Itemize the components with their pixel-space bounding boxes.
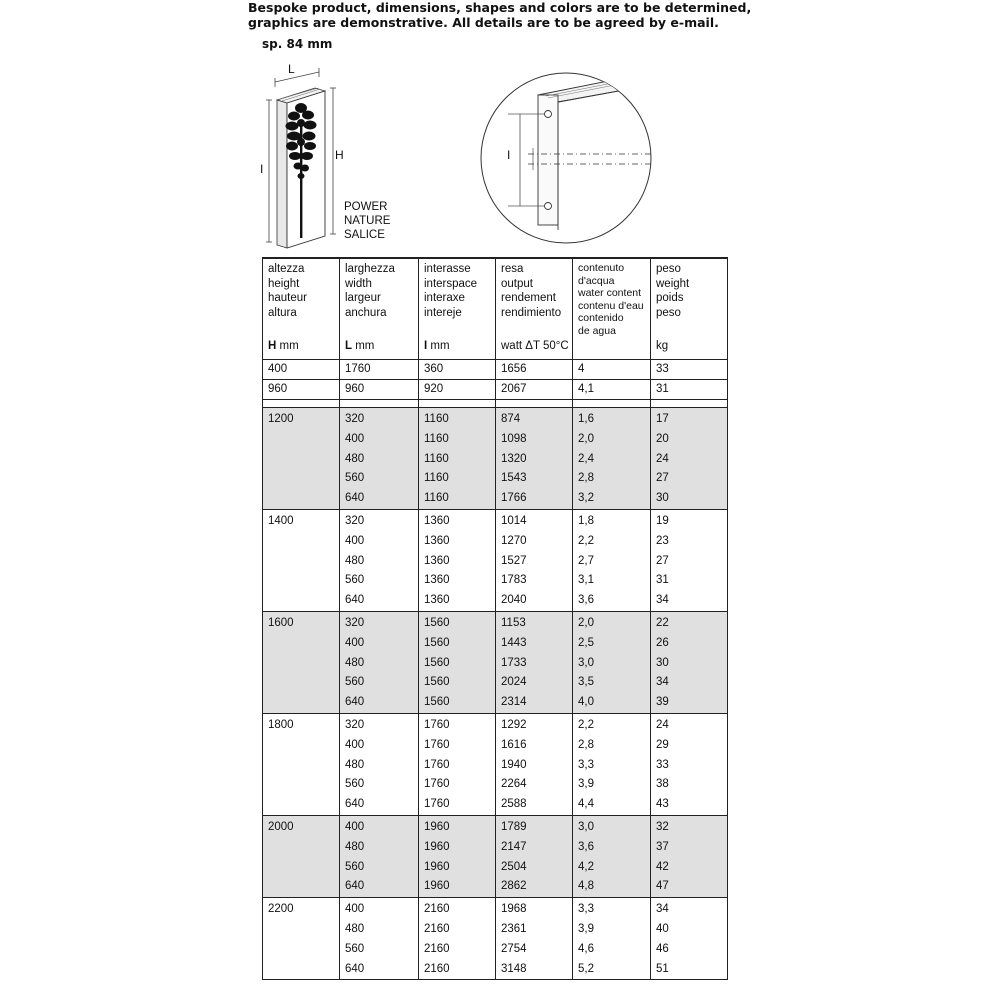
value: 51 bbox=[656, 962, 669, 975]
value: 37 bbox=[656, 840, 669, 853]
value: 1292 bbox=[501, 718, 527, 731]
value: 4,4 bbox=[578, 798, 594, 811]
value: 1560 bbox=[424, 636, 450, 649]
header-line: resa bbox=[501, 263, 524, 275]
value: 1270 bbox=[501, 534, 527, 547]
table-cell: 31 bbox=[651, 380, 728, 400]
value: 1153 bbox=[501, 616, 526, 629]
value: 1360 bbox=[424, 594, 450, 607]
height-cell: 1800 bbox=[263, 713, 340, 815]
column-header bbox=[651, 258, 728, 360]
value: 2862 bbox=[501, 880, 527, 893]
header-line: d'acqua bbox=[578, 274, 615, 287]
value: 1616 bbox=[501, 738, 527, 751]
value: 2504 bbox=[501, 860, 527, 873]
value: 38 bbox=[656, 778, 669, 791]
column-header bbox=[263, 258, 340, 360]
value: 640 bbox=[345, 798, 365, 811]
group-cell-interspace bbox=[419, 713, 496, 815]
height-cell: 1600 bbox=[263, 611, 340, 713]
height-group-row bbox=[263, 815, 728, 897]
group-cell-weight bbox=[651, 509, 728, 611]
value: 400 bbox=[345, 432, 365, 445]
value: 480 bbox=[345, 758, 365, 771]
value: 3,5 bbox=[578, 676, 594, 689]
value: 23 bbox=[656, 534, 669, 547]
value: 3,0 bbox=[578, 820, 594, 833]
header-line: de agua bbox=[578, 324, 616, 337]
value: 47 bbox=[656, 880, 669, 893]
group-cell-widths bbox=[340, 509, 419, 611]
value: 400 bbox=[345, 903, 365, 916]
height-group-row bbox=[263, 509, 728, 611]
header-line: peso bbox=[656, 306, 681, 319]
value: 1760 bbox=[424, 778, 450, 791]
group-cell-widths bbox=[340, 611, 419, 713]
table-cell: 33 bbox=[651, 360, 728, 380]
header-line: altura bbox=[268, 306, 297, 319]
value: 2,4 bbox=[578, 452, 594, 465]
dim-L-label: L bbox=[288, 62, 295, 76]
value: 1760 bbox=[424, 758, 450, 771]
table-row bbox=[263, 360, 728, 380]
group-cell-water bbox=[573, 509, 651, 611]
value: 480 bbox=[345, 840, 365, 853]
value: 1360 bbox=[424, 514, 450, 527]
table-cell: 4 bbox=[573, 360, 651, 380]
value: 2,0 bbox=[578, 616, 594, 629]
value: 3,0 bbox=[578, 656, 594, 669]
group-cell-water bbox=[573, 898, 651, 980]
group-cell-widths bbox=[340, 815, 419, 897]
table-row bbox=[263, 380, 728, 400]
value: 2160 bbox=[424, 942, 450, 955]
value: 1968 bbox=[501, 903, 527, 916]
value: 874 bbox=[501, 413, 521, 425]
value: 3,6 bbox=[578, 840, 594, 853]
value: 1560 bbox=[424, 616, 450, 629]
header-unit: I mm bbox=[424, 340, 450, 353]
value: 3,9 bbox=[578, 778, 594, 791]
value: 320 bbox=[345, 413, 365, 425]
value: 2,2 bbox=[578, 534, 594, 547]
value: 320 bbox=[345, 616, 365, 629]
value: 3,6 bbox=[578, 594, 594, 607]
group-cell-water bbox=[573, 713, 651, 815]
value: 2147 bbox=[501, 840, 527, 853]
value: 560 bbox=[345, 778, 365, 791]
value: 34 bbox=[656, 903, 669, 916]
value: 4,2 bbox=[578, 860, 594, 873]
header-line: width bbox=[345, 277, 372, 290]
value: 34 bbox=[656, 594, 669, 607]
header-line: weight bbox=[656, 277, 690, 290]
value: 400 bbox=[345, 820, 365, 833]
value: 24 bbox=[656, 718, 669, 731]
header-line: contenu d'eau bbox=[578, 299, 644, 312]
dim-H-label: H bbox=[335, 148, 344, 162]
group-cell-weight bbox=[651, 611, 728, 713]
table-cell: 1760 bbox=[340, 360, 419, 380]
value: 1320 bbox=[501, 452, 527, 465]
header-line: height bbox=[268, 277, 300, 290]
value: 1766 bbox=[501, 492, 527, 505]
group-cell-weight bbox=[651, 898, 728, 980]
value: 640 bbox=[345, 962, 365, 975]
value: 43 bbox=[656, 798, 669, 811]
value: 1760 bbox=[424, 798, 450, 811]
value: 400 bbox=[345, 636, 365, 649]
table-cell: 400 bbox=[263, 360, 340, 380]
group-cell-weight bbox=[651, 815, 728, 897]
value: 1360 bbox=[424, 534, 450, 547]
value: 31 bbox=[656, 574, 669, 587]
header-unit: kg bbox=[656, 340, 669, 353]
value: 1560 bbox=[424, 676, 450, 689]
value: 1160 bbox=[424, 472, 449, 485]
value: 2,8 bbox=[578, 472, 594, 485]
header-line: poids bbox=[656, 292, 684, 305]
value: 1160 bbox=[424, 452, 449, 465]
value: 30 bbox=[656, 656, 669, 669]
value: 640 bbox=[345, 696, 365, 709]
value: 1160 bbox=[424, 413, 449, 425]
header-unit: watt ΔT 50°C bbox=[501, 340, 569, 353]
value: 27 bbox=[656, 472, 669, 485]
value: 320 bbox=[345, 718, 365, 731]
value: 1160 bbox=[424, 432, 449, 445]
value: 400 bbox=[345, 738, 365, 751]
value: 560 bbox=[345, 472, 365, 485]
value: 2160 bbox=[424, 922, 450, 935]
column-header bbox=[340, 258, 419, 360]
group-cell-interspace bbox=[419, 815, 496, 897]
value: 42 bbox=[656, 860, 669, 873]
table-cell: 4,1 bbox=[573, 380, 651, 400]
value: 24 bbox=[656, 452, 669, 465]
value: 34 bbox=[656, 676, 669, 689]
value: 560 bbox=[345, 676, 365, 689]
header-unit: H mm bbox=[268, 340, 299, 353]
value: 3,3 bbox=[578, 903, 594, 916]
header-line: output bbox=[501, 277, 533, 290]
value: 1527 bbox=[501, 554, 527, 567]
header-line: rendement bbox=[501, 292, 556, 305]
height-cell: 2000 bbox=[263, 815, 340, 897]
value: 1360 bbox=[424, 554, 450, 567]
value: 480 bbox=[345, 452, 365, 465]
header-line: interspace bbox=[424, 277, 478, 290]
height-cell: 1200 bbox=[263, 408, 340, 510]
value: 480 bbox=[345, 922, 365, 935]
value: 26 bbox=[656, 636, 669, 649]
value: 2,7 bbox=[578, 554, 594, 567]
value: 1960 bbox=[424, 880, 450, 893]
group-cell-output bbox=[496, 408, 573, 510]
value: 1789 bbox=[501, 820, 527, 833]
value: 20 bbox=[656, 432, 669, 445]
group-cell-output bbox=[496, 509, 573, 611]
value: 2,2 bbox=[578, 718, 594, 731]
value: 640 bbox=[345, 492, 365, 505]
value: 560 bbox=[345, 860, 365, 873]
value: 1760 bbox=[424, 738, 450, 751]
value: 40 bbox=[656, 922, 669, 935]
value: 1960 bbox=[424, 860, 450, 873]
value: 32 bbox=[656, 820, 669, 833]
value: 1733 bbox=[501, 656, 527, 669]
height-group-row bbox=[263, 611, 728, 713]
value: 2,5 bbox=[578, 636, 594, 649]
group-cell-widths bbox=[340, 898, 419, 980]
header-line: peso bbox=[656, 263, 681, 275]
height-group-row bbox=[263, 713, 728, 815]
group-cell-interspace bbox=[419, 408, 496, 510]
value: 560 bbox=[345, 574, 365, 587]
header-line: contenido bbox=[578, 312, 624, 325]
connection-detail-drawing bbox=[478, 70, 658, 250]
value: 3148 bbox=[501, 962, 527, 975]
value: 1960 bbox=[424, 820, 450, 833]
value: 1,6 bbox=[578, 413, 594, 425]
height-cell: 1400 bbox=[263, 509, 340, 611]
value: 2588 bbox=[501, 798, 527, 811]
value: 1443 bbox=[501, 636, 527, 649]
value: 33 bbox=[656, 758, 669, 771]
header-line: interasse bbox=[424, 263, 471, 275]
header-line: larghezza bbox=[345, 263, 395, 275]
header-line: contenuto bbox=[578, 262, 625, 274]
value: 2024 bbox=[501, 676, 527, 689]
value: 1783 bbox=[501, 574, 527, 587]
value: 17 bbox=[656, 413, 669, 425]
value: 2,8 bbox=[578, 738, 594, 751]
value: 320 bbox=[345, 514, 365, 527]
value: 46 bbox=[656, 942, 669, 955]
group-cell-water bbox=[573, 815, 651, 897]
table-cell: 360 bbox=[419, 360, 496, 380]
value: 1560 bbox=[424, 696, 450, 709]
group-cell-interspace bbox=[419, 509, 496, 611]
header-line: largeur bbox=[345, 292, 381, 305]
product-name: POWER NATURE SALICE bbox=[344, 201, 391, 241]
value: 2361 bbox=[501, 922, 527, 935]
header-line: anchura bbox=[345, 306, 387, 319]
value: 4,8 bbox=[578, 880, 594, 893]
value: 19 bbox=[656, 514, 669, 527]
group-cell-weight bbox=[651, 408, 728, 510]
value: 400 bbox=[345, 534, 365, 547]
group-cell-widths bbox=[340, 713, 419, 815]
value: 560 bbox=[345, 942, 365, 955]
column-header bbox=[573, 258, 651, 360]
value: 3,2 bbox=[578, 492, 594, 505]
table-header-row bbox=[263, 258, 728, 360]
group-cell-interspace bbox=[419, 611, 496, 713]
table-cell: 960 bbox=[340, 380, 419, 400]
value: 2040 bbox=[501, 594, 527, 607]
value: 2,0 bbox=[578, 432, 594, 445]
value: 27 bbox=[656, 554, 669, 567]
group-cell-water bbox=[573, 611, 651, 713]
value: 1940 bbox=[501, 758, 527, 771]
header-line: altezza bbox=[268, 263, 305, 275]
header-line: interaxe bbox=[424, 292, 465, 305]
value: 1543 bbox=[501, 472, 527, 485]
value: 480 bbox=[345, 656, 365, 669]
height-group-row bbox=[263, 408, 728, 510]
value: 1160 bbox=[424, 492, 449, 505]
table-cell: 960 bbox=[263, 380, 340, 400]
value: 29 bbox=[656, 738, 669, 751]
header-line: rendimiento bbox=[501, 306, 562, 319]
value: 3,3 bbox=[578, 758, 594, 771]
value: 1014 bbox=[501, 514, 527, 527]
value: 2160 bbox=[424, 962, 450, 975]
value: 1,8 bbox=[578, 514, 594, 527]
value: 1960 bbox=[424, 840, 450, 853]
header-line: intereje bbox=[424, 306, 462, 319]
value: 4,0 bbox=[578, 696, 594, 709]
table-cell: 920 bbox=[419, 380, 496, 400]
table-spacer bbox=[263, 400, 728, 408]
group-cell-weight bbox=[651, 713, 728, 815]
value: 2160 bbox=[424, 903, 450, 916]
value: 5,2 bbox=[578, 962, 594, 975]
group-cell-output bbox=[496, 611, 573, 713]
height-group-row bbox=[263, 898, 728, 980]
value: 480 bbox=[345, 554, 365, 567]
table-cell: 1656 bbox=[496, 360, 573, 380]
group-cell-output bbox=[496, 898, 573, 980]
value: 1560 bbox=[424, 656, 450, 669]
disclaimer-note: Bespoke product, dimensions, shapes and colors are to be determined, graphics are demonstrative. All details are to be agreed by e-mail. bbox=[248, 0, 752, 30]
header-unit: L mm bbox=[345, 340, 375, 353]
group-cell-water bbox=[573, 408, 651, 510]
group-cell-output bbox=[496, 815, 573, 897]
value: 3,1 bbox=[578, 574, 594, 587]
group-cell-widths bbox=[340, 408, 419, 510]
value: 39 bbox=[656, 696, 669, 709]
value: 1360 bbox=[424, 574, 450, 587]
value: 3,9 bbox=[578, 922, 594, 935]
group-cell-output bbox=[496, 713, 573, 815]
header-line: water content bbox=[578, 287, 642, 300]
value: 2264 bbox=[501, 778, 527, 791]
value: 2314 bbox=[501, 696, 527, 709]
value: 22 bbox=[656, 616, 669, 629]
column-header bbox=[496, 258, 573, 360]
value: 4,6 bbox=[578, 942, 594, 955]
value: 30 bbox=[656, 492, 669, 505]
detail-dim-I-label: I bbox=[507, 148, 511, 162]
header-line: hauteur bbox=[268, 292, 308, 305]
column-header bbox=[419, 258, 496, 360]
value: 640 bbox=[345, 880, 365, 893]
group-cell-interspace bbox=[419, 898, 496, 980]
specification-table bbox=[262, 257, 728, 980]
value: 2754 bbox=[501, 942, 527, 955]
value: 1760 bbox=[424, 718, 450, 731]
height-cell: 2200 bbox=[263, 898, 340, 980]
thickness-label: sp. 84 mm bbox=[262, 37, 333, 51]
dim-I-label: I bbox=[260, 162, 264, 176]
table-cell: 2067 bbox=[496, 380, 573, 400]
value: 640 bbox=[345, 594, 365, 607]
value: 1098 bbox=[501, 432, 527, 445]
